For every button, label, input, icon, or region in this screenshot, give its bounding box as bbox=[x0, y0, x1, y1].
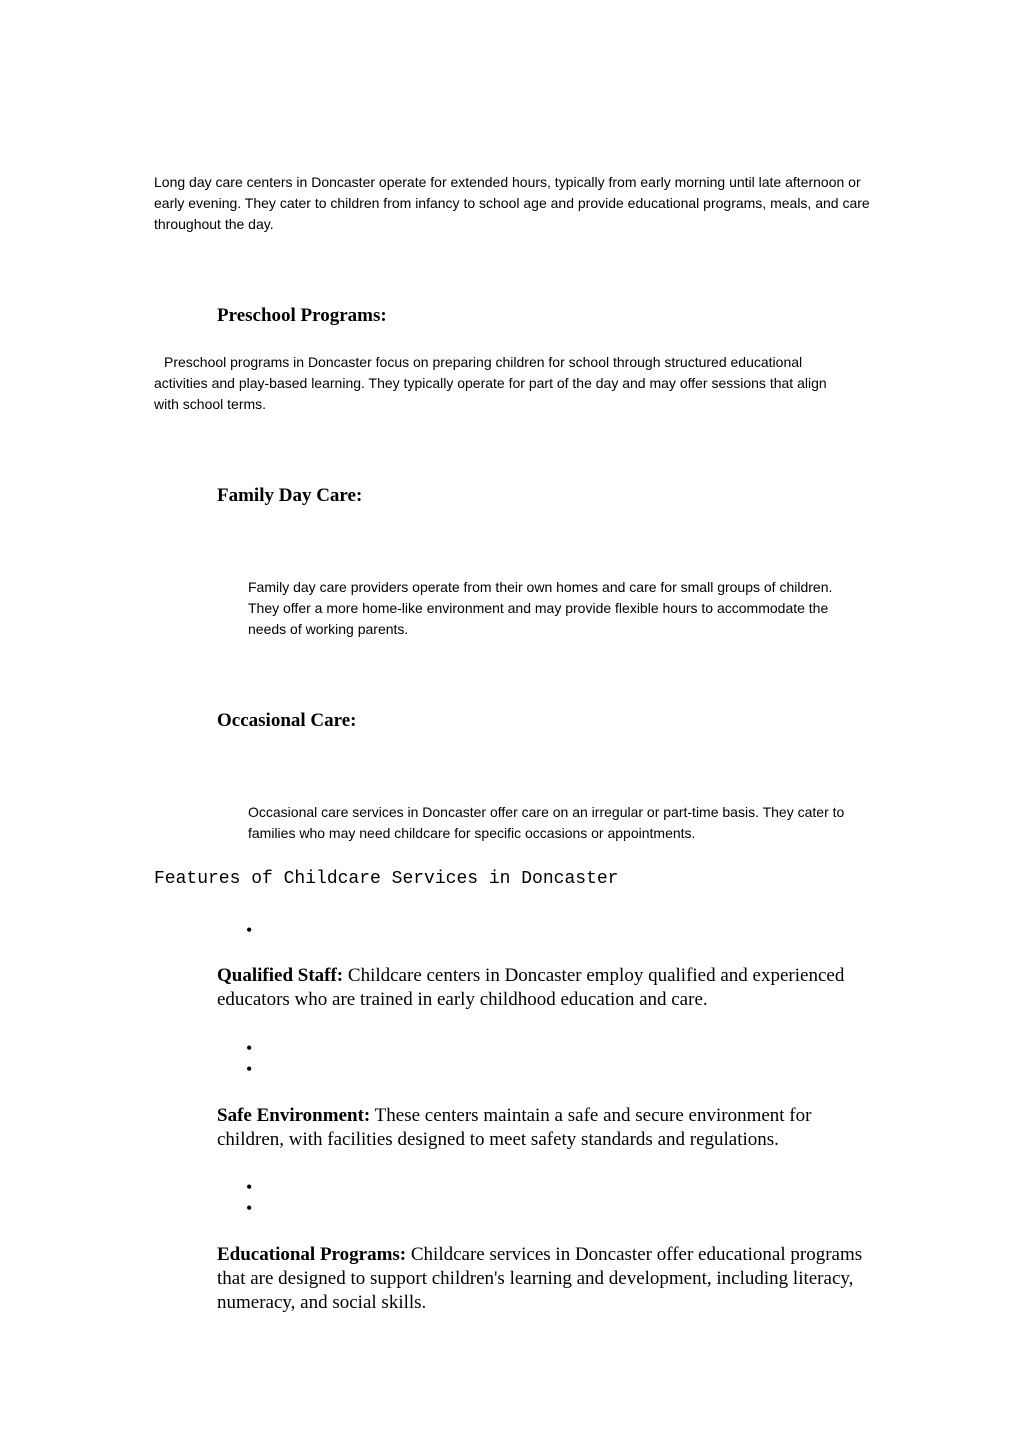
occasional-care-heading: Occasional Care: bbox=[217, 710, 357, 731]
occasional-care-paragraph: Occasional care services in Doncaster offer care on an irregular or part-time basis. They cater to families who may need childcare for specific occasions or appointments. bbox=[248, 804, 845, 841]
feature-label: Qualified Staff: bbox=[217, 965, 344, 986]
family-day-care-heading: Family Day Care: bbox=[217, 485, 363, 506]
preschool-heading: Preschool Programs: bbox=[217, 305, 387, 326]
preschool-paragraph: Preschool programs in Doncaster focus on preparing children for school through structured educational activities and play-based learning. They typically operate for part of the day and may offer sessions that align with school terms. bbox=[154, 354, 827, 412]
feature-text: These centers maintain a safe and secure environment for children, with facilities designed to meet safety standards and regulations. bbox=[217, 1105, 812, 1150]
intro-paragraph: Long day care centers in Doncaster operate for extended hours, typically from early morning until late afternoon or early evening. They cater to children from infancy to school age and provide educational programs, meals, and care throughout the day. bbox=[154, 174, 870, 232]
bullet-marker: • bbox=[246, 1038, 253, 1058]
feature-label: Safe Environment: bbox=[217, 1105, 371, 1126]
feature-text: Childcare centers in Doncaster employ qualified and experienced educators who are trained in early childhood education and care. bbox=[217, 965, 845, 1010]
bullet-marker: • bbox=[246, 920, 253, 940]
bullet-marker: • bbox=[246, 1177, 253, 1197]
features-heading: Features of Childcare Services in Doncaster bbox=[154, 869, 619, 889]
feature-item-educational-programs bbox=[217, 1243, 877, 1315]
family-day-care-paragraph: Family day care providers operate from their own homes and care for small groups of children. They offer a more home-like environment and may provide flexible hours to accommodate the needs of working parents. bbox=[248, 579, 833, 637]
feature-item-safe-environment bbox=[217, 1104, 877, 1152]
bullet-marker: • bbox=[246, 1198, 253, 1218]
feature-item-qualified-staff bbox=[217, 964, 877, 1012]
bullet-marker: • bbox=[246, 1059, 253, 1079]
feature-label: Educational Programs: bbox=[217, 1244, 407, 1265]
feature-text: Childcare services in Doncaster offer educational programs that are designed to support children's learning and development, including literacy, numeracy, and social skills. bbox=[217, 1244, 863, 1313]
